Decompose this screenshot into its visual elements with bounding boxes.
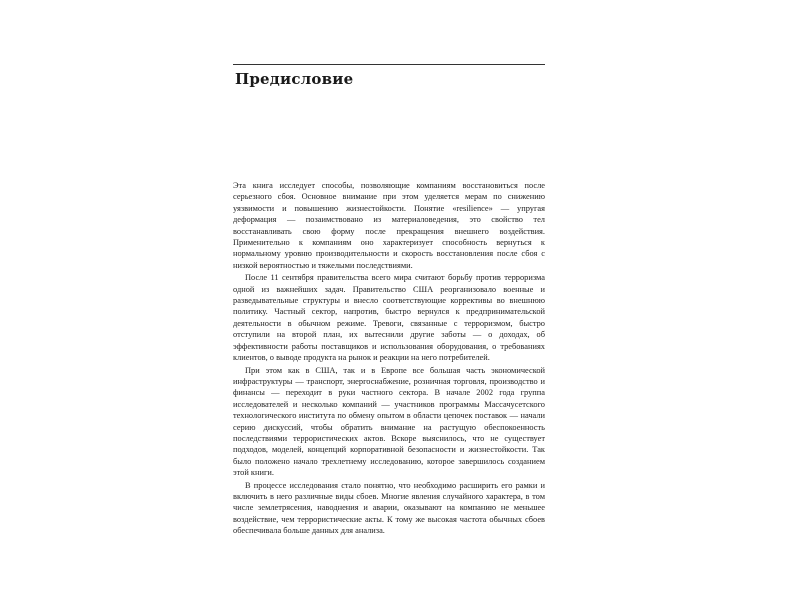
header-rule [233, 64, 545, 65]
paragraph-2: После 11 сентября правительства всего мира считают борьбу против терроризма одной из важнейших задач. Правительство США реорганизовало военные и разведывательные структуры и внесло соответствующие коррективы во внешнюю политику. Частный сектор, напротив, быстро вернулся к предпринимательской деятельности в обычном режиме. Тревоги, связанные с терроризмом, быстро отступили на второй план, их вытеснили другие заботы — о доходах, об эффективности работы поставщиков и использования оборудования, о требованиях клиентов, о выводе продукта на рынок и реакции на него потребителей. [233, 273, 545, 363]
paragraph-3: При этом как в США, так и в Европе все большая часть экономической инфраструктуры — транспорт, энергоснабжение, розничная торговля, производство и финансы — переходит в руки частного сектора. В начале 2002 года группа исследователей и несколько компаний — участников программы Массачусетского технологического института по обмену опытом в области цепочек поставок — начали серию дискуссий, чтобы обратить внимание на растущую обеспокоенность последствиями террористических актов. Вскоре выяснилось, что не существует подходов, моделей, концепций корпоративной безопасности и жизнестойкости. Так было положено начало трехлетнему исследованию, которое завершилось созданием этой книги. [233, 365, 545, 478]
chapter-title: Предисловие [235, 70, 354, 88]
body-text [233, 180, 545, 537]
paragraph-1: Эта книга исследует способы, позволяющие компаниям восстановиться после серьезного сбоя. Основное внимание при этом уделяется мерам по снижению уязвимости и повышению жизнестойкости. Понятие «resilience» — упругая деформация — позаимствовано из материаловедения, это свойство тел восстанавливать свою форму после прекращения внешнего воздействия. Применительно к компаниям оно характеризует способность вернуться к нормальному уровню производительности и скорость восстановления после сбоя с низкой вероятностью и тяжелыми последствиями. [233, 181, 545, 270]
book-page [233, 0, 545, 600]
paragraph-4: В процессе исследования стало понятно, что необходимо расширить его рамки и включить в него различные виды сбоев. Многие явления случайного характера, в том числе землетрясения, наводнения и аварии, оказывают на компанию не меньшее воздействие, чем террористические акты. К тому же высокая частота обычных сбоев обеспечивала больше данных для анализа. [233, 480, 545, 536]
